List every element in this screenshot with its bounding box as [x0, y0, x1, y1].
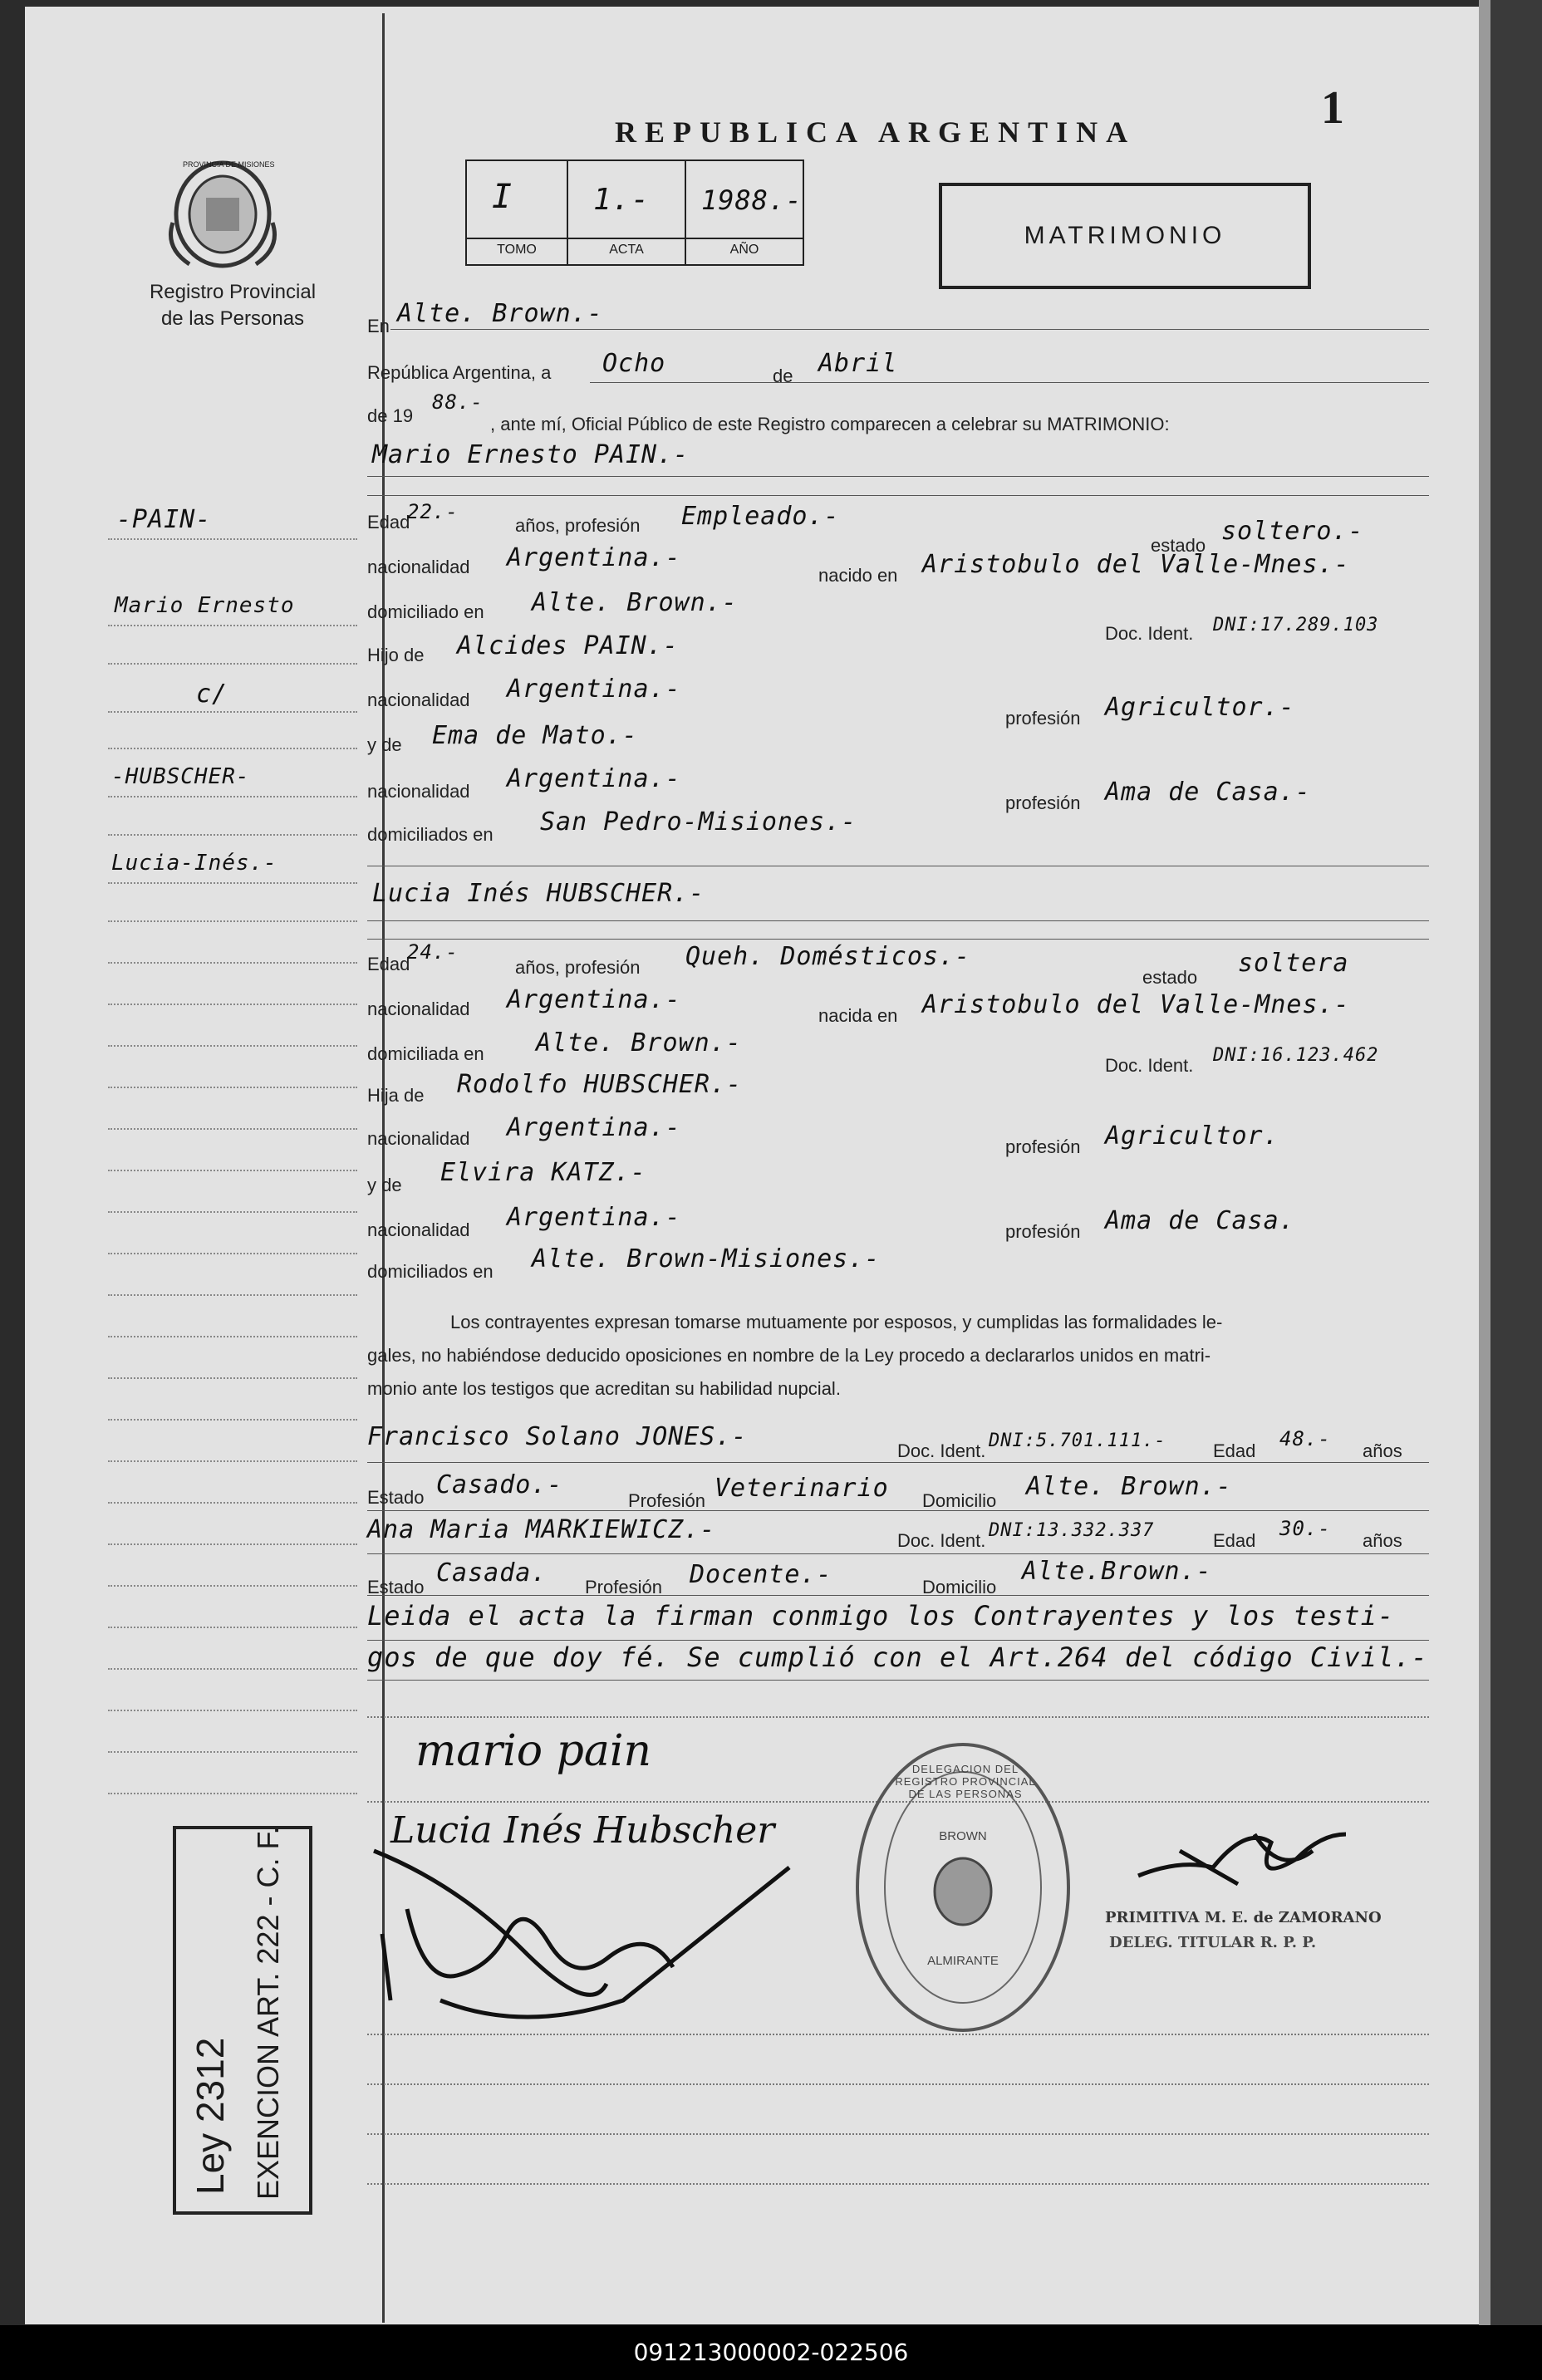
closing-line1: Leida el acta la firman conmigo los Contrayentes y los testi-	[367, 1600, 1395, 1632]
bride-mother-nac-label: nacionalidad	[367, 1219, 470, 1240]
declaration-text	[367, 1306, 1422, 1406]
stamp-inner2: BROWN	[939, 1829, 987, 1843]
bride-father-prof-value: Agricultor.	[1105, 1121, 1279, 1151]
en-label: En	[367, 316, 390, 336]
groom-estado-label: estado	[1151, 535, 1206, 556]
groom-doc-value: DNI:17.289.103	[1213, 615, 1379, 635]
margin-surname2: -HUBSCHER-	[111, 764, 250, 789]
registry-stamp	[856, 1743, 1070, 2032]
bride-nacida-label: nacida en	[818, 1005, 898, 1026]
day-value: Ocho	[602, 349, 666, 378]
ley-text: Ley 2312	[189, 2037, 232, 2195]
witness1-anos-label: años	[1363, 1440, 1402, 1461]
bride-mother-prof-label: profesión	[1005, 1221, 1081, 1242]
bride-nacida-value: Aristobulo del Valle-Mnes.-	[922, 990, 1350, 1019]
bride-edad-value: 24.-	[407, 940, 459, 964]
bride-parents-dom-value: Alte. Brown-Misiones.-	[532, 1244, 881, 1273]
document-page	[25, 7, 1487, 2324]
witness2-estado-value: Casada.	[436, 1558, 548, 1587]
groom-father-value: Alcides PAIN.-	[457, 631, 679, 660]
witness1-domicilio-value: Alte. Brown.-	[1026, 1472, 1232, 1501]
margin-surname1: -PAIN-	[116, 505, 212, 534]
witness1-doc-value: DNI:5.701.111.-	[989, 1430, 1166, 1451]
bride-father-prof-label: profesión	[1005, 1136, 1081, 1157]
ano-label: AÑO	[686, 238, 803, 258]
groom-edad-label: Edad	[367, 512, 410, 532]
bride-mother-nac-value: Argentina.-	[507, 1203, 681, 1232]
groom-nacido-label: nacido en	[818, 565, 898, 586]
declaration-line1: Los contrayentes expresan tomarse mutuamente por esposos, y cumplidas las formalidades le-	[450, 1312, 1223, 1332]
witness1-edad-label: Edad	[1213, 1440, 1256, 1461]
bride-nacionalidad-value: Argentina.-	[507, 985, 681, 1014]
tax-exemption-box	[173, 1826, 312, 2215]
official-signature-icon	[1130, 1809, 1363, 1901]
acta-label: ACTA	[568, 238, 685, 258]
bride-doc-label: Doc. Ident.	[1105, 1055, 1194, 1076]
bride-parents-dom-label: domiciliados en	[367, 1261, 494, 1282]
year-value: 88.-	[432, 390, 484, 414]
signature-bride: Lucia Inés Hubscher	[390, 1809, 775, 1852]
province-seal-icon	[156, 156, 289, 272]
groom-domicilio-label: domiciliado en	[367, 601, 484, 622]
bride-mother-prof-value: Ama de Casa.	[1105, 1206, 1295, 1235]
bride-domicilio-label: domiciliada en	[367, 1043, 484, 1064]
groom-father-nac-value: Argentina.-	[507, 675, 681, 704]
tomo-value: I	[492, 178, 513, 216]
ano-value: 1988.-	[701, 184, 803, 216]
act-type-box	[939, 183, 1311, 289]
bride-father-label: Hija de	[367, 1085, 425, 1106]
official-name: PRIMITIVA M. E. de ZAMORANO	[1105, 1909, 1382, 1926]
groom-profesion-label: años, profesión	[515, 515, 641, 536]
seal-text: PROVINCIA DE MISIONES	[183, 160, 275, 169]
margin-names1: Mario Ernesto	[115, 593, 295, 618]
en-value: Alte. Brown.-	[397, 299, 603, 328]
margin-names2: Lucia-Inés.-	[111, 851, 277, 876]
groom-edad-value: 22.-	[407, 500, 459, 523]
groom-father-prof-label: profesión	[1005, 708, 1081, 729]
witness2-edad-label: Edad	[1213, 1530, 1256, 1551]
bride-edad-label: Edad	[367, 954, 410, 974]
witness2-estado-label: Estado	[367, 1577, 425, 1597]
groom-parents-dom-value: San Pedro-Misiones.-	[540, 807, 857, 837]
declaration-line2: gales, no habiéndose deducido oposiciones en nombre de la Ley procedo a declararlos unidos en matri-	[367, 1345, 1211, 1366]
bride-doc-value: DNI:16.123.462	[1213, 1045, 1379, 1066]
month-value: Abril	[818, 349, 898, 378]
bride-mother-label: y de	[367, 1175, 402, 1195]
groom-mother-nac-value: Argentina.-	[507, 764, 681, 793]
bride-profesion-label: años, profesión	[515, 957, 641, 978]
signature-groom: mario pain	[415, 1726, 652, 1776]
groom-father-prof-value: Agricultor.-	[1105, 693, 1295, 722]
tomo-label: TOMO	[467, 238, 567, 258]
bride-nacionalidad-label: nacionalidad	[367, 999, 470, 1019]
margin-connector: c/	[196, 680, 228, 709]
groom-nacionalidad-value: Argentina.-	[507, 543, 681, 572]
statement: , ante mí, Oficial Público de este Registro comparecen a celebrar su MATRIMONIO:	[490, 414, 1170, 434]
bride-domicilio-value: Alte. Brown.-	[536, 1028, 742, 1058]
bride-mother-value: Elvira KATZ.-	[440, 1158, 646, 1187]
page-number: 1	[1321, 82, 1344, 134]
groom-estado-value: soltero.-	[1221, 517, 1364, 546]
acta-value: 1.-	[593, 183, 651, 217]
groom-father-label: Hijo de	[367, 645, 425, 665]
groom-nacido-value: Aristobulo del Valle-Mnes.-	[922, 550, 1350, 579]
groom-mother-prof-value: Ama de Casa.-	[1105, 778, 1311, 807]
witness1-name: Francisco Solano JONES.-	[367, 1422, 748, 1451]
bride-father-nac-value: Argentina.-	[507, 1113, 681, 1142]
exencion-text: EXENCION ART. 222 - C. F.	[251, 1826, 285, 2200]
witness1-estado-value: Casado.-	[436, 1470, 563, 1499]
bride-father-value: Rodolfo HUBSCHER.-	[457, 1070, 743, 1099]
bride-estado-label: estado	[1142, 967, 1198, 988]
groom-full-name: Mario Ernesto PAIN.-	[372, 440, 690, 469]
bride-father-nac-label: nacionalidad	[367, 1128, 470, 1149]
witness2-domicilio-label: Domicilio	[922, 1577, 997, 1597]
stamp-inner1: ALMIRANTE	[927, 1954, 999, 1968]
official-title: DELEG. TITULAR R. P. P.	[1109, 1934, 1317, 1951]
republica-label: República Argentina, a	[367, 362, 552, 383]
witness2-profesion-label: Profesión	[585, 1577, 662, 1597]
tomo-acta-ano-box	[465, 159, 804, 266]
groom-profesion-value: Empleado.-	[681, 502, 840, 531]
witness2-edad-value: 30.-	[1279, 1517, 1331, 1540]
witness2-doc-value: DNI:13.332.337	[989, 1520, 1155, 1541]
groom-doc-label: Doc. Ident.	[1105, 623, 1194, 644]
witness2-profesion-value: Docente.-	[690, 1560, 832, 1589]
groom-parents-dom-label: domiciliados en	[367, 824, 494, 845]
witness2-name: Ana Maria MARKIEWICZ.-	[367, 1515, 716, 1544]
witness-signatures-icon	[357, 1834, 823, 2034]
de-label: de	[773, 366, 793, 386]
witness1-edad-value: 48.-	[1279, 1427, 1331, 1450]
groom-nacionalidad-label: nacionalidad	[367, 557, 470, 577]
registry-line2: de las Personas	[160, 307, 305, 330]
groom-mother-label: y de	[367, 734, 402, 755]
witness2-anos-label: años	[1363, 1530, 1402, 1551]
groom-mother-prof-label: profesión	[1005, 793, 1081, 813]
closing-line2: gos de que doy fé. Se cumplió con el Art.264 del código Civil.-	[367, 1641, 1428, 1673]
witness1-profesion-label: Profesión	[628, 1490, 705, 1511]
witness1-estado-label: Estado	[367, 1487, 425, 1508]
country-title: REPUBLICA ARGENTINA	[615, 115, 1137, 149]
witness2-doc-label: Doc. Ident.	[897, 1530, 986, 1551]
bride-estado-value: soltera	[1238, 949, 1349, 978]
witness1-profesion-value: Veterinario	[715, 1474, 889, 1503]
groom-mother-value: Ema de Mato.-	[432, 721, 638, 750]
registry-line1: Registro Provincial	[149, 281, 317, 303]
witness1-doc-label: Doc. Ident.	[897, 1440, 986, 1461]
groom-domicilio-value: Alte. Brown.-	[532, 588, 738, 617]
groom-mother-nac-label: nacionalidad	[367, 781, 470, 802]
groom-father-nac-label: nacionalidad	[367, 689, 470, 710]
barcode-label: 091213000002-022506	[0, 2325, 1542, 2380]
year-prefix: de 19	[367, 405, 414, 426]
stamp-outer-text: DELEGACION DEL REGISTRO PROVINCIAL DE LAS PERSONAS	[895, 1763, 1036, 1800]
bride-full-name: Lucia Inés HUBSCHER.-	[372, 879, 705, 908]
witness1-domicilio-label: Domicilio	[922, 1490, 997, 1511]
stamp-emblem-icon	[930, 1854, 996, 1929]
declaration-line3: monio ante los testigos que acreditan su habilidad nupcial.	[367, 1378, 841, 1399]
bride-profesion-value: Queh. Domésticos.-	[685, 942, 971, 971]
act-type: MATRIMONIO	[1024, 222, 1226, 249]
witness2-domicilio-value: Alte.Brown.-	[1022, 1557, 1212, 1586]
